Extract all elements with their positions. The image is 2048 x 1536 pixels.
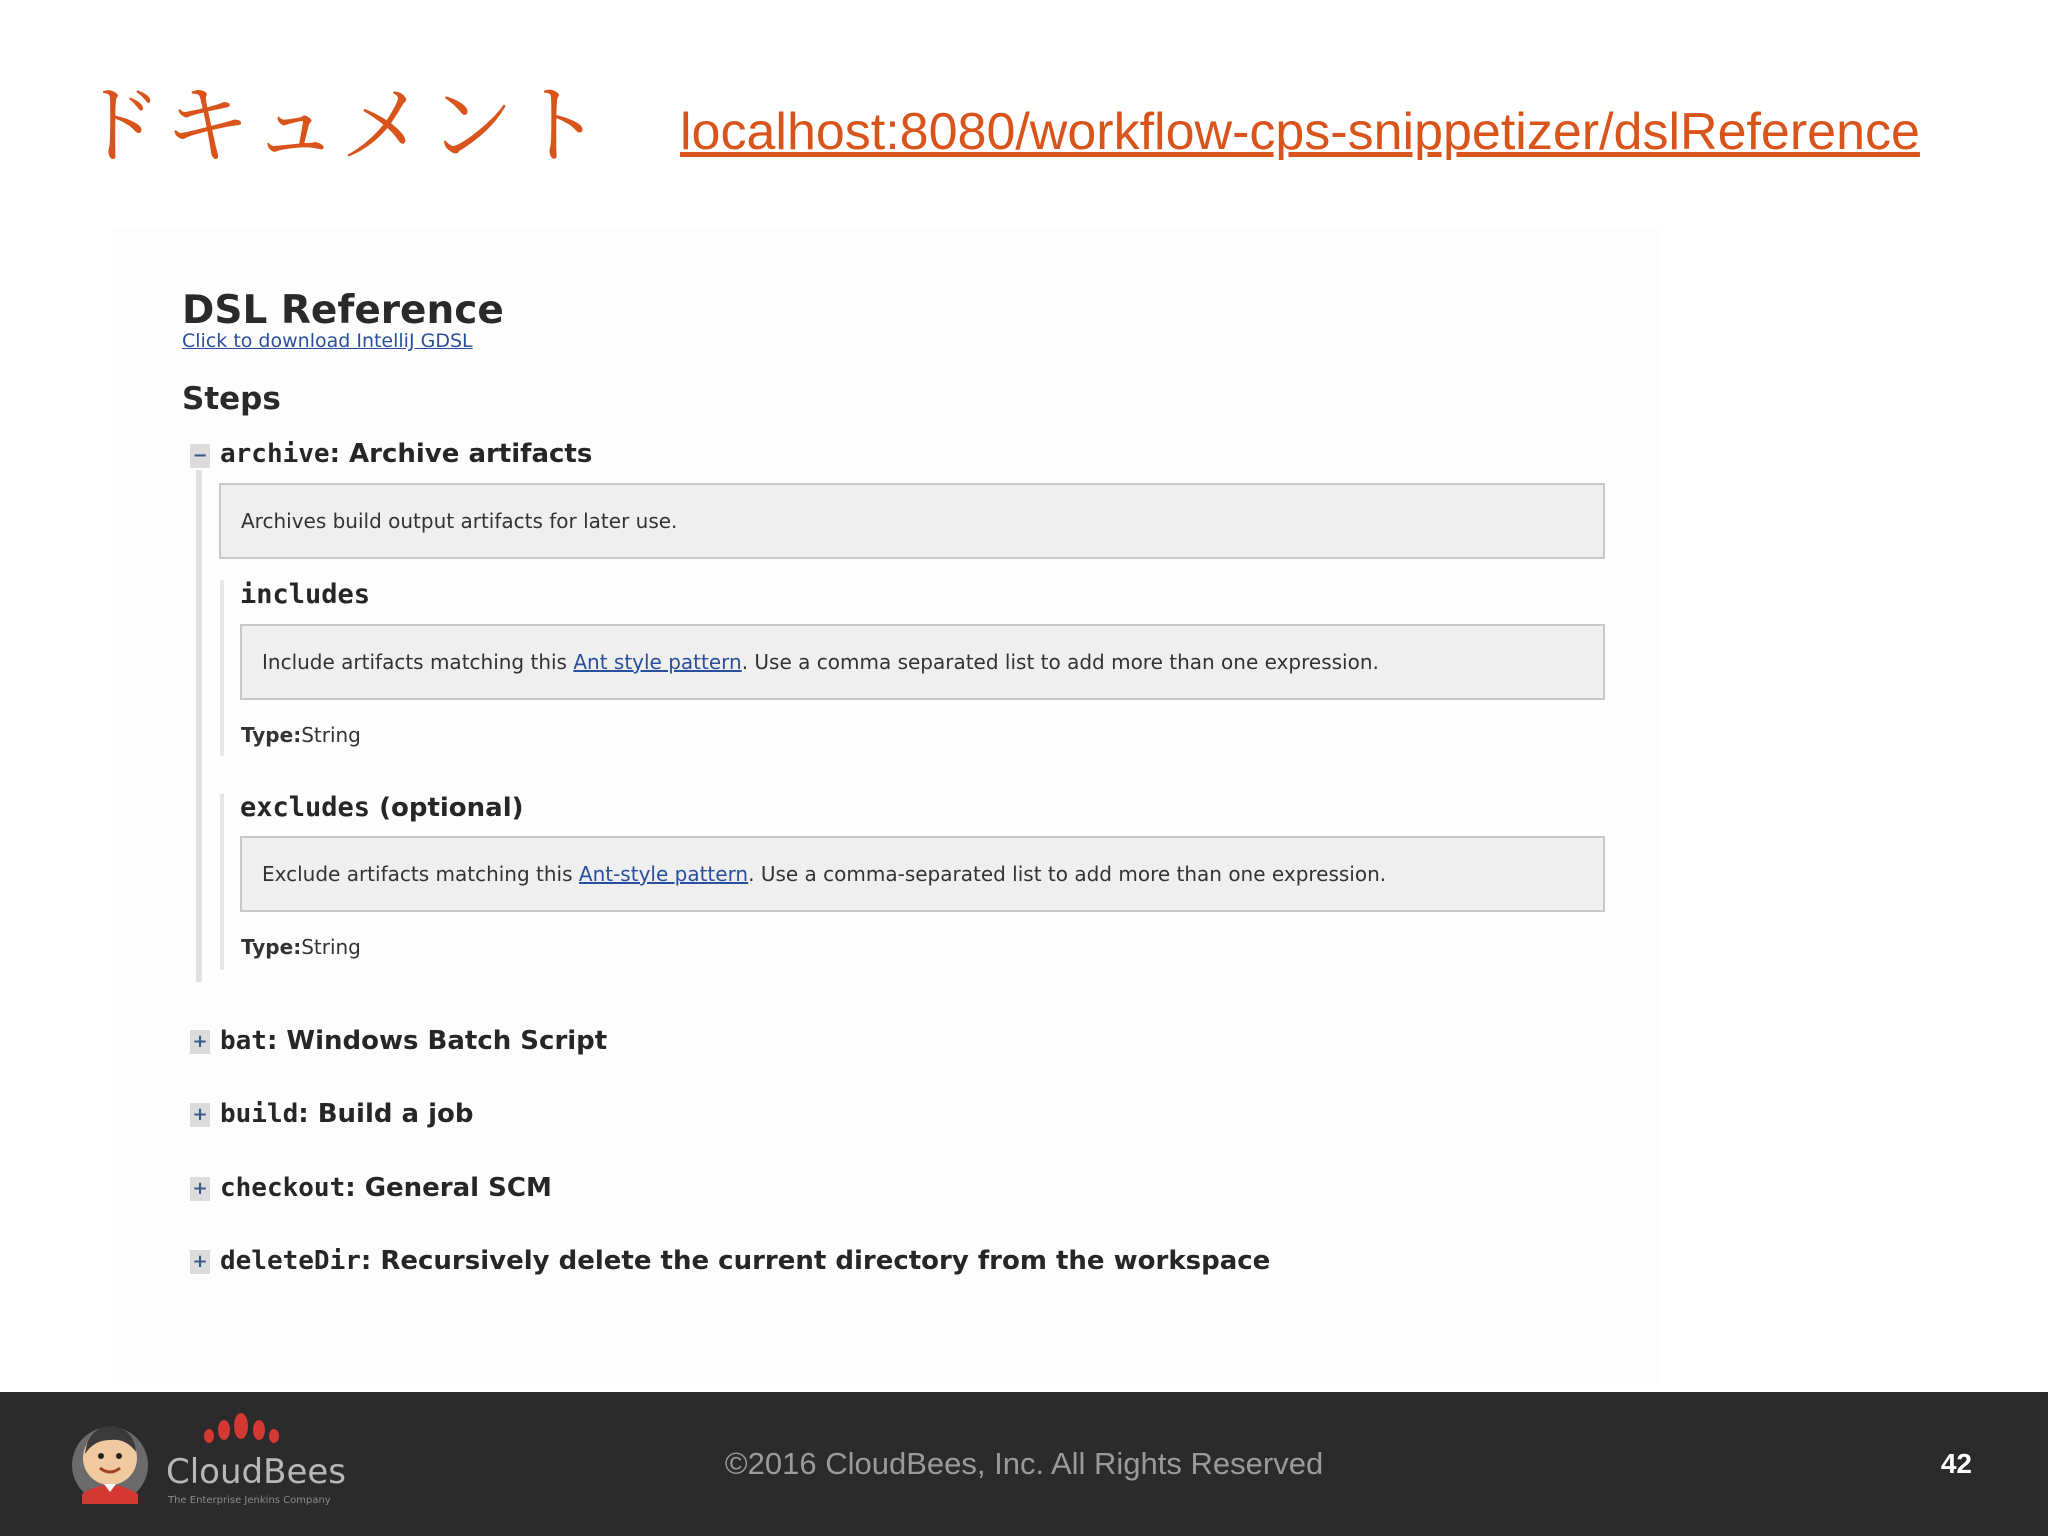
step-build[interactable] <box>220 1096 474 1132</box>
type-value: String <box>301 723 361 747</box>
step-build-label: Build a job <box>317 1099 474 1129</box>
step-deletedir[interactable] <box>220 1243 1270 1279</box>
ant-style-pattern-link[interactable]: Ant-style pattern <box>578 862 749 886</box>
step-build-name: build <box>220 1099 299 1129</box>
cloudbees-tagline: The Enterprise Jenkins Company <box>168 1495 331 1506</box>
download-gdsl-link[interactable]: Click to download IntelliJ GDSL <box>182 330 473 352</box>
archive-section-rail <box>196 470 202 982</box>
step-separator: : <box>329 439 350 469</box>
excludes-description-suffix: . Use a comma-separated list to add more than one expression. <box>748 862 1387 886</box>
type-label: Type: <box>241 935 302 959</box>
step-separator: : <box>298 1099 318 1129</box>
page-number: 42 <box>1940 1448 1972 1479</box>
includes-type <box>241 721 361 749</box>
archive-description-box <box>219 483 1605 559</box>
dsl-reference-url-link[interactable]: localhost:8080/workflow-cps-snippetizer/dslReference <box>680 103 1920 161</box>
step-bat-label: Windows Batch Script <box>286 1026 608 1056</box>
step-bat[interactable] <box>220 1023 607 1059</box>
collapse-archive-toggle[interactable]: − <box>190 444 210 468</box>
slide-title: ドキュメント <box>76 76 604 176</box>
cloudbees-mark <box>204 1413 279 1443</box>
param-excludes <box>240 790 524 826</box>
slide-footer <box>0 1392 2048 1536</box>
param-excludes-name: excludes <box>240 792 371 823</box>
excludes-type <box>241 933 361 961</box>
page-title: DSL Reference <box>182 288 504 333</box>
expand-bat-toggle[interactable]: + <box>190 1030 210 1054</box>
step-separator: : <box>266 1026 287 1056</box>
step-deletedir-name: deleteDir <box>220 1246 361 1276</box>
archive-description: Archives build output artifacts for later use. <box>241 509 678 533</box>
expand-deletedir-toggle[interactable]: + <box>190 1250 210 1274</box>
step-checkout[interactable] <box>220 1170 552 1206</box>
step-archive-name: archive <box>220 439 330 469</box>
expand-build-toggle[interactable]: + <box>190 1103 210 1127</box>
step-separator: : <box>345 1173 365 1203</box>
step-bat-name: bat <box>220 1026 267 1056</box>
step-separator: : <box>360 1246 381 1276</box>
excludes-param-rail <box>220 794 224 970</box>
includes-description-suffix: . Use a comma separated list to add more than one expression. <box>741 650 1379 674</box>
type-value: String <box>301 935 361 959</box>
includes-description-prefix: Include artifacts matching this <box>262 650 574 674</box>
step-archive[interactable] <box>220 436 592 472</box>
optional-label: (optional) <box>370 793 524 823</box>
param-includes-name: includes <box>240 579 371 610</box>
expand-checkout-toggle[interactable]: + <box>190 1177 210 1201</box>
includes-param-rail <box>220 580 224 756</box>
steps-heading: Steps <box>182 381 281 417</box>
includes-description-box <box>240 624 1605 700</box>
excludes-description-box <box>240 836 1605 912</box>
ant-style-pattern-link[interactable]: Ant style pattern <box>573 650 742 674</box>
copyright-text: ©2016 CloudBees, Inc. All Rights Reserved <box>724 1446 1324 1481</box>
excludes-description-prefix: Exclude artifacts matching this <box>262 862 579 886</box>
step-checkout-name: checkout <box>220 1173 346 1203</box>
type-label: Type: <box>241 723 302 747</box>
step-archive-label: Archive artifacts <box>349 439 593 469</box>
step-checkout-label: General SCM <box>364 1173 552 1203</box>
cloudbees-wordmark: CloudBees <box>166 1452 346 1492</box>
step-deletedir-label: Recursively delete the current directory from the workspace <box>380 1246 1271 1276</box>
